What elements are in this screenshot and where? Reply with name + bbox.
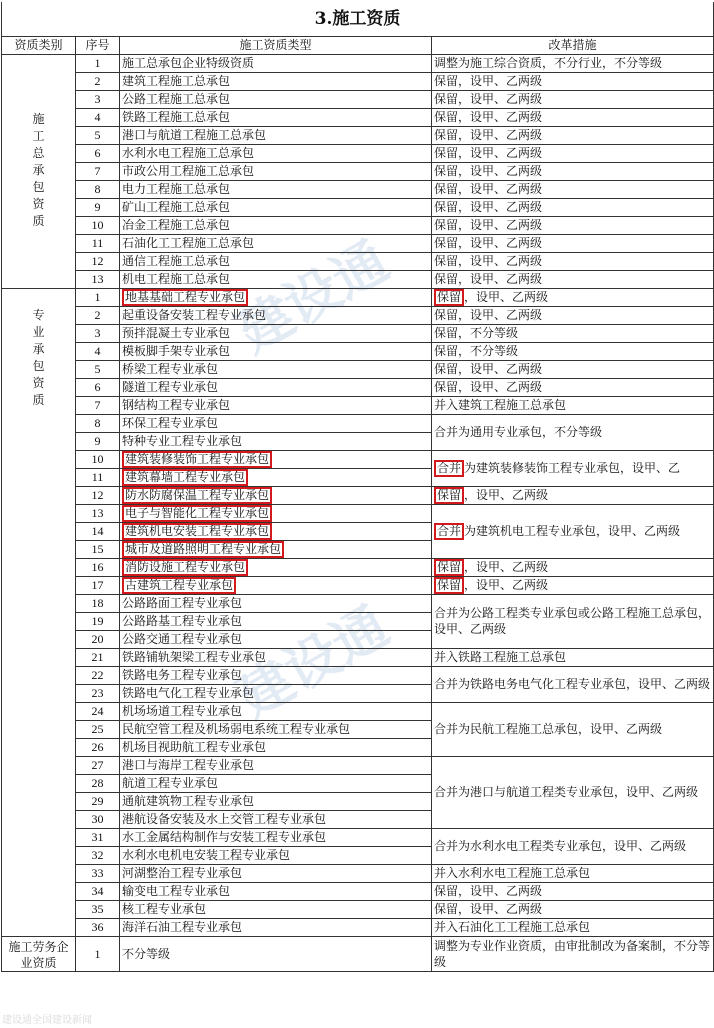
- watermark-lower: 建设通: [227, 594, 399, 730]
- qualification-type-text: 港航设备安装及水上交管工程专业承包: [122, 812, 327, 826]
- qualification-type-text: 建筑幕墙工程专业承包: [122, 469, 248, 486]
- table-row: [2, 306, 714, 324]
- qualification-type: [120, 540, 432, 558]
- qualification-type-text: 建筑装修装饰工程专业承包: [122, 451, 272, 468]
- table-row: [2, 54, 714, 72]
- reform-measure: 保留，设甲、乙两级: [432, 198, 714, 216]
- qualification-type-text: 消防设施工程专业承包: [122, 559, 248, 576]
- reform-measure-text: 并入石油化工工程施工总承包: [434, 920, 591, 934]
- labor-section: [2, 936, 714, 971]
- row-number: 10: [76, 450, 120, 468]
- highlight-box: 保留: [434, 289, 464, 306]
- reform-measure: [432, 864, 714, 882]
- row-number: 18: [76, 594, 120, 612]
- row-number: 31: [76, 828, 120, 846]
- qualification-type: 公路工程施工总承包: [120, 90, 432, 108]
- reform-measure: [432, 558, 714, 576]
- qualification-type: [120, 810, 432, 828]
- row-number: 23: [76, 684, 120, 702]
- reform-measure: 保留，设甲、乙两级: [432, 162, 714, 180]
- reform-measure-text: 合并为铁路电务电气化工程专业承包，设甲、乙两级: [434, 677, 711, 691]
- row-number: 6: [76, 144, 120, 162]
- reform-measure-text: 合并为通用专业承包，不分等级: [434, 425, 603, 439]
- qualification-type-text: 通航建筑物工程专业承包: [122, 794, 255, 808]
- qualification-type-text: 港口与海岸工程专业承包: [122, 758, 255, 772]
- qualification-type: [120, 828, 432, 846]
- reform-measure: 保留，设甲、乙两级: [432, 252, 714, 270]
- reform-measure-text: 合并为港口与航道工程类专业承包，设甲、乙两级: [434, 785, 699, 799]
- category-label: 专业承包资质: [32, 307, 45, 407]
- table-row: [2, 342, 714, 360]
- qualification-type: [120, 666, 432, 684]
- qualification-type-text: 输变电工程专业承包: [122, 884, 231, 898]
- reform-measure: 调整为施工综合资质，不分行业，不分等级: [432, 54, 714, 72]
- row-number: 2: [76, 72, 120, 90]
- highlight-box: 保留: [434, 559, 464, 576]
- row-number: 14: [76, 522, 120, 540]
- header-measure: 改革措施: [432, 36, 714, 54]
- reform-measure-text: 保留，设甲、乙两级: [434, 362, 543, 376]
- reform-measure-text: 保留，设甲、乙两级: [434, 380, 543, 394]
- qualification-type: [120, 864, 432, 882]
- table-row: [2, 414, 714, 432]
- row-number: 10: [76, 216, 120, 234]
- table-row: [2, 234, 714, 252]
- reform-measure: 保留，设甲、乙两级: [432, 234, 714, 252]
- table-row: [2, 864, 714, 882]
- qualification-type: [120, 684, 432, 702]
- reform-measure: [432, 576, 714, 594]
- table-row: [2, 882, 714, 900]
- qualification-type: [120, 738, 432, 756]
- category-cell: [2, 936, 76, 971]
- row-number: 7: [76, 396, 120, 414]
- row-number: 3: [76, 90, 120, 108]
- table-row: [2, 378, 714, 396]
- reform-measure: [432, 360, 714, 378]
- row-number: 11: [76, 234, 120, 252]
- table-row: [2, 576, 714, 594]
- qualification-type: [120, 918, 432, 936]
- row-number: 20: [76, 630, 120, 648]
- row-number: 29: [76, 792, 120, 810]
- qualification-type-text: 建筑机电安装工程专业承包: [122, 523, 272, 540]
- qualification-type: 电力工程施工总承包: [120, 180, 432, 198]
- footer-watermark: 建设通全国建设新闻: [2, 1015, 92, 1026]
- row-number: 36: [76, 918, 120, 936]
- table-row: [2, 396, 714, 414]
- reform-measure: [432, 702, 714, 756]
- reform-measure: 保留，设甲、乙两级: [432, 216, 714, 234]
- qualification-type-text: 桥梁工程专业承包: [122, 362, 219, 376]
- row-number: 4: [76, 342, 120, 360]
- row-number: 9: [76, 198, 120, 216]
- qualification-type-text: 地基基础工程专业承包: [122, 289, 248, 306]
- reform-measure: 调整为专业作业资质，由审批制改为备案制，不分等级: [432, 936, 714, 971]
- row-number: 27: [76, 756, 120, 774]
- qualification-type-text: 航道工程专业承包: [122, 776, 219, 790]
- reform-measure-text: 合并为水利水电工程类专业承包，设甲、乙两级: [434, 839, 687, 853]
- reform-measure: [432, 882, 714, 900]
- highlight-box: 合并: [434, 523, 464, 540]
- row-number: 12: [76, 486, 120, 504]
- header-row: [2, 36, 714, 54]
- header-number: 序号: [76, 36, 120, 54]
- qualification-type: 矿山工程施工总承包: [120, 198, 432, 216]
- table-row: [2, 504, 714, 522]
- qualification-type-text: 铁路铺轨架梁工程专业承包: [122, 650, 267, 664]
- qualification-type-text: 机场目视助航工程专业承包: [122, 740, 267, 754]
- header-type: 施工资质类型: [120, 36, 432, 54]
- qualification-type: [120, 504, 432, 522]
- qualification-type: [120, 900, 432, 918]
- reform-measure-text: ，设甲、乙两级: [464, 559, 549, 574]
- reform-measure-text: 并入铁路工程施工总承包: [434, 650, 567, 664]
- qualification-type: [120, 630, 432, 648]
- qualification-type: 冶金工程施工总承包: [120, 216, 432, 234]
- qualification-type: 机电工程施工总承包: [120, 270, 432, 288]
- qualification-table: [1, 2, 714, 972]
- page-title: 3.施工资质: [2, 2, 714, 36]
- qualification-type: [120, 792, 432, 810]
- reform-measure: [432, 918, 714, 936]
- row-number: 9: [76, 432, 120, 450]
- qualification-type-text: 公路路面工程专业承包: [122, 596, 243, 610]
- reform-measure: [432, 900, 714, 918]
- qualification-type-text: 民航空管工程及机场弱电系统工程专业承包: [122, 722, 351, 736]
- reform-measure: 保留，设甲、乙两级: [432, 126, 714, 144]
- qualification-type: 市政公用工程施工总承包: [120, 162, 432, 180]
- table-row: [2, 594, 714, 612]
- row-number: 28: [76, 774, 120, 792]
- qualification-type: 施工总承包企业特级资质: [120, 54, 432, 72]
- qualification-type-text: 古建筑工程专业承包: [122, 577, 236, 594]
- qualification-type-text: 水利水电机电安装工程专业承包: [122, 848, 291, 862]
- reform-measure-text: 并入建筑工程施工总承包: [434, 398, 567, 412]
- reform-measure: 保留，设甲、乙两级: [432, 144, 714, 162]
- reform-measure: [432, 396, 714, 414]
- qualification-type-text: 城市及道路照明工程专业承包: [122, 541, 284, 558]
- qualification-type: 石油化工工程施工总承包: [120, 234, 432, 252]
- reform-measure: [432, 828, 714, 864]
- reform-measure-text: 保留，不分等级: [434, 326, 519, 340]
- reform-measure-text: 保留，设甲、乙两级: [434, 308, 543, 322]
- reform-measure: [432, 306, 714, 324]
- qualification-type: [120, 306, 432, 324]
- qualification-type: [120, 288, 432, 306]
- qualification-type: [120, 486, 432, 504]
- reform-measure: [432, 414, 714, 450]
- row-number: 2: [76, 306, 120, 324]
- qualification-type: [120, 396, 432, 414]
- qualification-type-text: 模板脚手架专业承包: [122, 344, 231, 358]
- qualification-type: [120, 648, 432, 666]
- qualification-type-text: 电子与智能化工程专业承包: [122, 505, 272, 522]
- reform-measure-text: 合并为公路工程类专业承包或公路工程施工总承包，设甲、乙两级: [434, 606, 711, 636]
- reform-measure-text: 并入水利水电工程施工总承包: [434, 866, 591, 880]
- qualification-type-text: 特种专业工程专业承包: [122, 434, 243, 448]
- table-row: [2, 126, 714, 144]
- table-row: [2, 270, 714, 288]
- reform-measure: 保留，设甲、乙两级: [432, 90, 714, 108]
- qualification-type: [120, 324, 432, 342]
- row-number: 13: [76, 504, 120, 522]
- qualification-type: [120, 774, 432, 792]
- table-row: [2, 450, 714, 468]
- reform-measure: [432, 486, 714, 504]
- row-number: 4: [76, 108, 120, 126]
- row-number: 30: [76, 810, 120, 828]
- category-label: 施工劳务企业资质: [8, 939, 69, 970]
- row-number: 22: [76, 666, 120, 684]
- table-row: [2, 918, 714, 936]
- table-row: [2, 180, 714, 198]
- reform-measure-text: ，设甲、乙两级: [464, 577, 549, 592]
- qualification-type-text: 海洋石油工程专业承包: [122, 920, 243, 934]
- qualification-type: [120, 882, 432, 900]
- row-number: 15: [76, 540, 120, 558]
- row-number: 5: [76, 126, 120, 144]
- row-number: 21: [76, 648, 120, 666]
- table-row: [2, 756, 714, 774]
- reform-measure-text: 合并为民航工程施工总承包，设甲、乙两级: [434, 722, 663, 736]
- qualification-type: 不分等级: [120, 936, 432, 971]
- row-number: 1: [76, 54, 120, 72]
- table-row: [2, 702, 714, 720]
- row-number: 13: [76, 270, 120, 288]
- row-number: 24: [76, 702, 120, 720]
- reform-measure-text: 保留，设甲、乙两级: [434, 884, 543, 898]
- row-number: 12: [76, 252, 120, 270]
- reform-measure: [432, 756, 714, 828]
- row-number: 7: [76, 162, 120, 180]
- highlight-box: 合并: [434, 460, 464, 477]
- highlight-box: 保留: [434, 577, 464, 594]
- qualification-type-text: 河湖整治工程专业承包: [122, 866, 243, 880]
- row-number: 6: [76, 378, 120, 396]
- table-row: [2, 252, 714, 270]
- reform-measure-text: 保留，设甲、乙两级: [434, 902, 543, 916]
- qualification-type: 通信工程施工总承包: [120, 252, 432, 270]
- table-row: [2, 828, 714, 846]
- category-cell: [2, 288, 76, 936]
- row-number: 34: [76, 882, 120, 900]
- table-row: [2, 216, 714, 234]
- watermark-upper: 建设通: [227, 229, 399, 365]
- table-row: [2, 288, 714, 306]
- table-row: [2, 162, 714, 180]
- qualification-type-text: 铁路电气化工程专业承包: [122, 686, 255, 700]
- reform-measure: [432, 504, 714, 558]
- row-number: 5: [76, 360, 120, 378]
- qualification-type-text: 预拌混凝土专业承包: [122, 326, 231, 340]
- table-row: [2, 360, 714, 378]
- qualification-type-text: 环保工程专业承包: [122, 416, 219, 430]
- qualification-type: [120, 720, 432, 738]
- row-number: 11: [76, 468, 120, 486]
- general-section: [2, 54, 714, 288]
- qualification-type-text: 隧道工程专业承包: [122, 380, 219, 394]
- qualification-type-text: 钢结构工程专业承包: [122, 398, 231, 412]
- reform-measure-text: ，设甲、乙两级: [464, 289, 549, 304]
- row-number: 32: [76, 846, 120, 864]
- reform-measure: 保留，设甲、乙两级: [432, 72, 714, 90]
- reform-measure-text: 为建筑装修装饰工程专业承包，设甲、乙: [464, 460, 681, 475]
- row-number: 26: [76, 738, 120, 756]
- table-row: [2, 648, 714, 666]
- reform-measure: [432, 324, 714, 342]
- header-category: 资质类别: [2, 36, 76, 54]
- table-row: [2, 666, 714, 684]
- reform-measure: 保留，设甲、乙两级: [432, 108, 714, 126]
- qualification-type: [120, 432, 432, 450]
- qualification-type: [120, 558, 432, 576]
- qualification-type-text: 铁路电务工程专业承包: [122, 668, 243, 682]
- reform-measure: [432, 648, 714, 666]
- reform-measure: [432, 594, 714, 648]
- qualification-type: 铁路工程施工总承包: [120, 108, 432, 126]
- qualification-type: [120, 846, 432, 864]
- qualification-type-text: 公路路基工程专业承包: [122, 614, 243, 628]
- row-number: 1: [76, 288, 120, 306]
- table-row: [2, 558, 714, 576]
- reform-measure: [432, 450, 714, 486]
- reform-measure: [432, 342, 714, 360]
- table-row: [2, 72, 714, 90]
- table-row: [2, 108, 714, 126]
- row-number: 16: [76, 558, 120, 576]
- row-number: 25: [76, 720, 120, 738]
- row-number: 8: [76, 180, 120, 198]
- qualification-type: [120, 450, 432, 468]
- specialty-section: [2, 288, 714, 936]
- table-row: [2, 90, 714, 108]
- table-row: [2, 486, 714, 504]
- qualification-type: [120, 522, 432, 540]
- qualification-type-text: 水工金属结构制作与安装工程专业承包: [122, 830, 327, 844]
- qualification-type: [120, 594, 432, 612]
- row-number: 19: [76, 612, 120, 630]
- qualification-type: 港口与航道工程施工总承包: [120, 126, 432, 144]
- reform-measure: 保留，设甲、乙两级: [432, 270, 714, 288]
- row-number: 33: [76, 864, 120, 882]
- qualification-type: [120, 702, 432, 720]
- row-number: 35: [76, 900, 120, 918]
- reform-measure: [432, 666, 714, 702]
- qualification-type: 水利水电工程施工总承包: [120, 144, 432, 162]
- qualification-type: [120, 414, 432, 432]
- reform-measure-text: 保留，不分等级: [434, 344, 519, 358]
- qualification-type: [120, 756, 432, 774]
- qualification-type-text: 起重设备安装工程专业承包: [122, 308, 267, 322]
- qualification-type-text: 机场场道工程专业承包: [122, 704, 243, 718]
- qualification-type: [120, 342, 432, 360]
- row-number: 1: [76, 936, 120, 971]
- qualification-type: [120, 576, 432, 594]
- qualification-type: [120, 468, 432, 486]
- table-row: [2, 198, 714, 216]
- qualification-type: 建筑工程施工总承包: [120, 72, 432, 90]
- row-number: 8: [76, 414, 120, 432]
- table-row: [2, 324, 714, 342]
- row-number: 17: [76, 576, 120, 594]
- reform-measure: [432, 288, 714, 306]
- qualification-type-text: 防水防腐保温工程专业承包: [122, 487, 272, 504]
- qualification-type-text: 核工程专业承包: [122, 902, 207, 916]
- table-row: [2, 144, 714, 162]
- reform-measure-text: 为建筑机电工程专业承包，设甲、乙两级: [464, 523, 681, 538]
- reform-measure-text: ，设甲、乙两级: [464, 487, 549, 502]
- table-row: [2, 936, 714, 971]
- table-row: [2, 900, 714, 918]
- qualification-type: [120, 612, 432, 630]
- qualification-type: [120, 378, 432, 396]
- qualification-type: [120, 360, 432, 378]
- reform-measure: [432, 378, 714, 396]
- highlight-box: 保留: [434, 487, 464, 504]
- category-cell: [2, 54, 76, 288]
- row-number: 3: [76, 324, 120, 342]
- qualification-type-text: 公路交通工程专业承包: [122, 632, 243, 646]
- category-label: 施工总承包资质: [32, 111, 45, 228]
- reform-measure: 保留，设甲、乙两级: [432, 180, 714, 198]
